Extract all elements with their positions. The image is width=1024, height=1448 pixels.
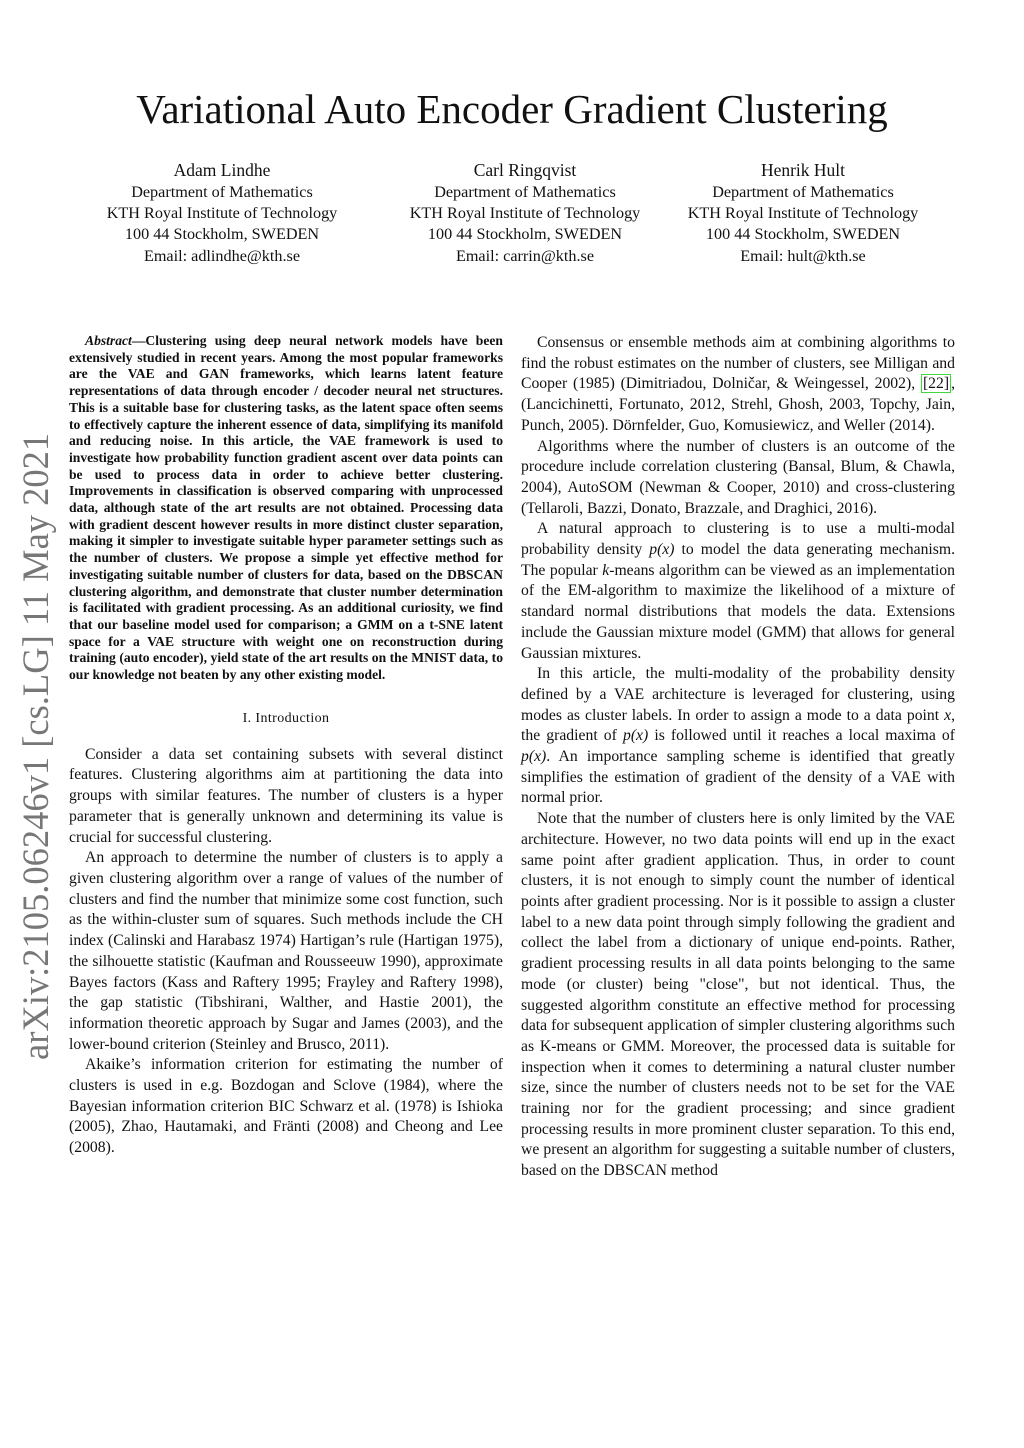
citation-link[interactable]: [22] (922, 375, 950, 393)
author-name: Adam Lindhe (173, 160, 271, 180)
author-3 (653, 158, 953, 267)
author-department: Department of Mathematics (712, 183, 894, 201)
text-run: , (Lancichinetti, Fortunato, 2012, Strehl, Ghosh, 2003, Topchy, Jain, Punch, 2005). Dörnfelder, Guo, Komusiewicz, and Weller (2014). (521, 375, 955, 434)
abstract-label: Abstract (85, 333, 132, 348)
author-institution: KTH Royal Institute of Technology (409, 204, 641, 223)
math-expression: p(x) (622, 727, 649, 745)
text-run: Consensus or ensemble methods aim at combining algorithms to find the robust estimates on the number of clusters, see Milligan and Cooper (1985) (Dimitriadou, Dolničar, & Weingessel, 2002), (521, 334, 955, 393)
math-expression: x (944, 706, 952, 724)
author-institution: KTH Royal Institute of Technology (106, 204, 338, 223)
text-run: to model the data generating mechanism. The popular (521, 541, 955, 579)
paragraph: Algorithms where the number of clusters is an outcome of the procedure include correlation clustering (Bansal, Blum, & Chawla, 2004), AutoSOM (Newman & Cooper, 2010) and cross-clustering (Tellaroli, Bazzi, Donato, Brazzale, and Draghici, 2016). (521, 437, 955, 517)
author-address: 100 44 Stockholm, SWEDEN (124, 225, 320, 244)
text-run: , the gradient of (521, 706, 955, 745)
paragraph: An approach to determine the number of clusters is to apply a given clustering algorithm over a range of values of the number of clusters and find the number that minimize some cost function, such as the within-cluster sum of squares. Such methods include the CH index (Calinski and Harabasz 1974) Hartigan’s rule (Hartigan 1975), the silhouette statistic (Kaufman and Rousseeuw 1990), approximate Bayes factors (Kass and Raftery 1995; Frayley and Raftery 1998), the gap statistic (Tibshirani, Walther, and Hastie 2001), the information theoretic approach by Sugar and James (2003), and the lower-bound criterion (Steinley and Brusco, 2011). (69, 849, 503, 1053)
author-1 (72, 158, 372, 267)
text-run: . An importance sampling scheme is identified that greatly simplifies the estimation of gradient of the density of a VAE with normal prior. (521, 748, 955, 807)
paragraph: Consider a data set containing subsets with several distinct features. Clustering algorithms aim at partitioning the data into groups with similar features. The number of clusters is a hyper parameter that is generally unknown and determining its value is crucial for successful clustering. (69, 745, 503, 846)
text-run: In this article, the multi-modality of the probability density defined by a VAE architecture is leveraged for clustering, using modes as cluster labels. In order to assign a mode to a data point (521, 665, 955, 724)
text-run: is followed until it reaches a local maxima of (648, 727, 955, 745)
author-name: Carl Ringqvist (473, 160, 577, 180)
author-address: 100 44 Stockholm, SWEDEN (705, 225, 901, 244)
math-expression: k (602, 561, 610, 579)
paragraph (521, 333, 955, 437)
author-department: Department of Mathematics (131, 183, 313, 201)
math-expression: p(x) (521, 748, 547, 766)
author-name: Henrik Hult (760, 160, 846, 180)
author-institution: KTH Royal Institute of Technology (687, 204, 919, 223)
left-column (69, 333, 503, 1159)
paragraph: Note that the number of clusters here is only limited by the VAE architecture. However, no two data points will end up in the exact same point after gradient application. Thus, in order to count clusters, it is not enough to simply count the number of identical points after gradient processing. Nor is it possible to assign a cluster label to a new data point through simply following the gradient and collect the label from a dictionary of unique end-points. Rather, gradient processing results in all data points belonging to the same mode (or cluster) being "close", but not identical. Thus, the suggested algorithm constitute an effective method for processing data for subsequent application of simpler clustering algorithms such as K-means or GMM. Moreover, the processed data is suitable for inspection when it comes to determining a natural cluster number size, since the number of clusters needs not to be set for the VAE training nor for the gradient processing; and since gradient processing results in more prominent cluster separation. To this end, we present an algorithm for suggesting a suitable number of clusters, based on the DBSCAN method (521, 810, 955, 1180)
abstract (69, 333, 503, 684)
author-email: Email: hult@kth.se (740, 246, 866, 265)
paragraph: Akaike’s information criterion for estimating the number of clusters is used in e.g. Bozdogan and Sclove (1984), where the Bayesian information criterion BIC Schwarz et al. (1978) is Ishioka (2005), Zhao, Hautamaki, and Fränti (2008) and Cheong and Lee (2008). (69, 1056, 503, 1157)
author-email: Email: carrin@kth.se (455, 246, 595, 265)
right-column (521, 333, 955, 1182)
author-address: 100 44 Stockholm, SWEDEN (427, 225, 623, 244)
text-run: -means algorithm can be viewed as an implementation of the EM-algorithm to maximize the likelihood of a mixture of standard normal distributions that models the data. Extensions include the Gaussian mixture model (GMM) that allows for general Gaussian mixtures. (521, 561, 955, 662)
author-department: Department of Mathematics (434, 183, 616, 201)
author-2 (375, 158, 675, 267)
author-email: Email: adlindhe@kth.se (143, 246, 301, 265)
paragraph (521, 519, 955, 664)
paragraph (521, 664, 955, 809)
text-run: A natural approach to clustering is to use a multi-modal probability density (521, 520, 955, 559)
math-expression: p(x) (649, 541, 675, 559)
abstract-text: —Clustering using deep neural network models have been extensively studied in recent years. Among the most popular frameworks are the VAE and GAN frameworks, which learns latent feature representations of data through encoder / decoder neural net structures. This is a suitable base for clustering tasks, as the latent space often seems to effectively capture the inherent essence of data, simplifying its manifold and reducing noise. In this article, the VAE framework is used to investigate how probability function gradient ascent over data points can be used to process data in order to achieve better clustering. Improvements in classification is observed comparing with unprocessed data, although state of the art results are not obtained. Processing data with gradient descent however results in more distinct cluster separation, making it simpler to investigate suitable hyper parameter settings such as the number of clusters. We propose a simple yet effective method for investigating suitable number of clusters for data, based on the DBSCAN clustering algorithm, and demonstrate that cluster number determination is facilitated with gradient processing. As an additional curiosity, we find that our baseline model used for comparison; a GMM on a t-SNE latent space for a VAE structure with weight one on reconstruction during training (auto encoder), yield state of the art results on the MNIST data, to our knowledge not beaten by any other existing model. (69, 333, 503, 683)
author-block (0, 158, 1024, 268)
paper-title: Variational Auto Encoder Gradient Clustering (136, 86, 888, 132)
arxiv-stamp-text: arXiv:2105.06246v1 [cs.LG] 11 May 2021 (15, 432, 56, 1060)
section-heading-introduction: I. Introduction (242, 710, 330, 726)
